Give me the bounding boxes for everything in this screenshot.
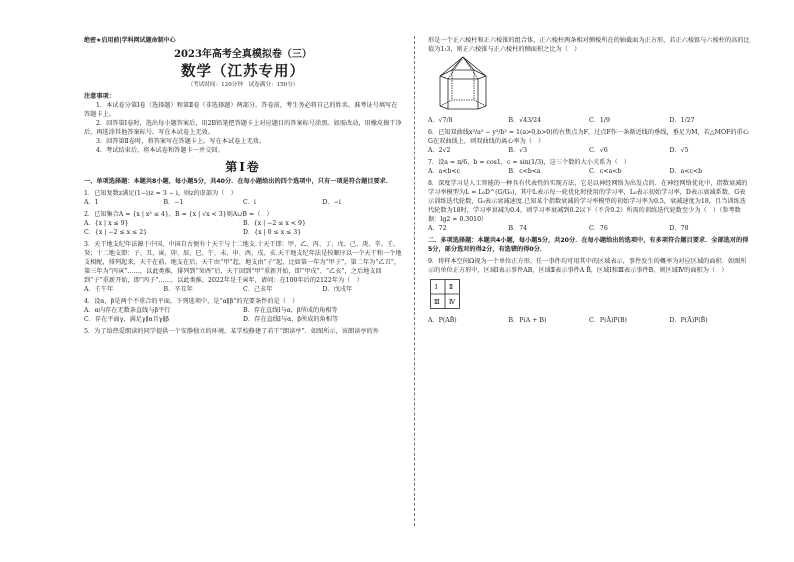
subject-title: 数学（江苏专用） — [181, 63, 305, 80]
option-c[interactable]: C．{x | −2 ≤ x ≤ 2} — [84, 229, 148, 236]
volume-title: 第Ⅰ卷 — [225, 160, 261, 174]
option-a[interactable]: A．P(AB̄) — [428, 317, 457, 324]
option-b[interactable]: B．{x | −2 ≤ x < 9} — [243, 220, 306, 227]
region-label: Ⅲ — [434, 299, 440, 306]
unit-square-figure — [430, 279, 460, 309]
option-c[interactable]: C．1/9 — [589, 117, 610, 124]
option-b[interactable]: B．√3 — [508, 147, 528, 154]
question-2 — [84, 210, 402, 237]
option-a[interactable]: A．2√2 — [428, 147, 451, 154]
answer-options — [428, 146, 750, 155]
option-d[interactable]: D．P(Ā)P(B̄) — [669, 317, 708, 324]
option-c[interactable]: C．√6 — [589, 147, 608, 154]
answer-options — [428, 167, 750, 176]
option-a[interactable]: A．α内存在无数条直线与β平行 — [84, 307, 171, 314]
answer-options — [84, 285, 402, 294]
region-label: Ⅳ — [449, 299, 455, 306]
option-b[interactable]: B．c<b<a — [508, 168, 541, 175]
option-c[interactable]: C．i — [243, 199, 256, 206]
option-a[interactable]: A．{x | x ≤ 9} — [84, 220, 129, 227]
question-1 — [84, 189, 402, 207]
exam-title: 2023年高考全真模拟卷（三） — [174, 49, 312, 60]
option-d[interactable]: D．戊戌年 — [322, 286, 353, 293]
option-c[interactable]: C．存在平面γ，满足γ∥α且γ∥β — [84, 316, 169, 323]
option-a[interactable]: A．72 — [428, 225, 447, 232]
question-stem: 3．天干地支纪年法源于中国，中国自古便有十天干与十二地支.十天干即：甲、乙、丙、丁、戊、己、庚、辛、壬、癸；十二地支即：子、丑、寅、卯、辰、巳、午、未、申、酉、戌、亥.天干地支纪年法是按顺序以一个天干和一个地支相配，排列起来，天干在前，地支在后，天干由“甲”起，地支由“子”起，比如第一年为“甲子”，第二年为“乙丑”，第三年为“丙寅”……，以此类推，排列到“癸酉”后，天干回到“甲”重新开始，即“甲戌”、“乙亥”，之后地支回到“子”重新开始，即“丙子”……，以此类推，2022年是壬寅年，请问：在100年后的2122年为（ ） — [84, 241, 402, 284]
option-c[interactable]: C．P(Ā)P(B) — [589, 317, 627, 324]
question-4 — [84, 297, 402, 324]
note-item: 1．本试卷分第Ⅰ卷（选择题）和第Ⅱ卷（非选择题）两部分。答卷前，考生务必将自己的姓名、准考证号填写在答题卡上。 — [84, 102, 398, 118]
answer-options — [84, 315, 402, 324]
answer-options — [84, 198, 402, 207]
answer-options — [428, 316, 750, 325]
question-stem: 2．已知集合A = {x | x² ≤ 4}，B = {x | √x < 3}则A∪B =（ ） — [84, 211, 273, 218]
note-item: 3．回答第Ⅱ卷时，将答案写在答题卡上。写在本试卷上无效。 — [96, 138, 266, 145]
answer-options — [84, 228, 402, 237]
option-b[interactable]: B．辛丑年 — [163, 286, 193, 293]
question-9 — [428, 257, 750, 325]
answer-options — [84, 219, 402, 228]
answer-options — [84, 306, 402, 315]
question-5-continued: 形是一个正六棱柱和正六棱锥的组合体，正六棱柱两条相对侧棱所在的轴截面为正方形，若正六棱锥与六棱柱的高的比值为1:3，则正六棱锥与正六棱柱的侧面积之比为（ ） — [428, 37, 750, 53]
notes-heading: 注意事项： — [84, 93, 115, 100]
column-divider — [414, 36, 415, 526]
left-column — [84, 36, 402, 336]
option-d[interactable]: D．√5 — [669, 147, 689, 154]
option-d[interactable]: D．78 — [669, 225, 689, 232]
option-d[interactable]: D．a<c<b — [669, 168, 703, 175]
question-5-start: 5．为了给热爱朗读的同学提供一个安静独立的环境，某学校修建了若干“朗读亭”．如图所示，该朗读亭的外 — [84, 328, 379, 335]
option-d[interactable]: D．存在直线l与α，β所成的角相等 — [243, 316, 339, 323]
option-a[interactable]: A．√7/8 — [428, 117, 453, 124]
question-stem: 4．设α，β是两个不重合的平面，下列选项中，是“α∥β”的充要条件的是（ ） — [84, 298, 299, 305]
question-stem: 1．已知复数z满足(1−i)z = 3 − i，则z的虚部为（ ） — [84, 190, 237, 197]
answer-options — [428, 224, 750, 233]
question-stem: 7．设a = π/6，b = cos1，c = sin(1/3)，这三个数的大小关系为（ ） — [428, 159, 631, 166]
question-8 — [428, 179, 750, 233]
region-label: Ⅰ — [435, 284, 438, 291]
section-heading: 二、多项选择题：本题共4小题，每小题5分，共20分．在每小题给出的选项中，有多项符合题目要求．全部选对的得5分，部分选对的得2分，有选错的得0分． — [428, 237, 749, 253]
note-item: 4．考试结束后，将本试卷和答题卡一并交回。 — [96, 147, 224, 154]
question-stem: 6．已知双曲线x²/a² − y²/b² = 1(a>0,b>0)的右焦点为F，过点F作一条渐近线的垂线，垂足为M，若△MOF的重心G在双曲线上，则双曲线的离心率为（ ） — [428, 129, 749, 145]
question-7 — [428, 158, 750, 176]
answer-options — [428, 116, 750, 125]
option-b[interactable]: B．存在直线l与α，β所成的角相等 — [243, 307, 338, 314]
option-b[interactable]: B．√43/24 — [508, 117, 542, 124]
option-b[interactable]: B．74 — [508, 225, 528, 232]
option-b[interactable]: B．−1 — [163, 199, 184, 206]
right-column — [428, 36, 750, 325]
option-c[interactable]: C．76 — [589, 225, 608, 232]
region-label: Ⅱ — [449, 284, 454, 291]
secret-label: 绝密★启用前|学科网试题命制中心 — [84, 37, 176, 44]
prism-pyramid-figure — [434, 54, 492, 116]
reading-pavilion-figure — [428, 54, 750, 116]
question-3 — [84, 240, 402, 294]
option-c[interactable]: C．己亥年 — [243, 286, 273, 293]
option-a[interactable]: A．1 — [84, 199, 99, 206]
note-item: 2．回答第Ⅰ卷时，选出每小题答案后，用2B铅笔把答题卡上对应题目的答案标号涂黑。如需改动，用橡皮擦干净后，再选涂其他答案标号。写在本试卷上无效。 — [84, 120, 402, 136]
option-d[interactable]: D．{x | 0 ≤ x ≤ 3} — [243, 229, 302, 236]
option-a[interactable]: A．a<b<c — [428, 168, 461, 175]
option-d[interactable]: D．1/27 — [669, 117, 695, 124]
option-c[interactable]: C．c<a<b — [589, 168, 622, 175]
section-heading: 一、单项选择题：本题共8小题，每小题5分，共40分．在每小题给出的四个选项中，只有一项是符合题目要求． — [84, 178, 393, 185]
option-b[interactable]: B．P(A + B) — [508, 317, 547, 324]
question-stem: 9．将样本空间Ω视为一个单位正方形，任一事件均可用其中的区域表示，事件发生的概率为对应区域的面积．如图所示的单位正方形中，区域Ⅰ表示事件AB，区域Ⅱ表示事件A B̄，区域Ⅰ和Ⅲ表示事件B，则区域Ⅳ的面积为（ ） — [428, 258, 747, 274]
question-6 — [428, 128, 750, 155]
option-d[interactable]: D．−i — [322, 199, 341, 206]
question-stem: 8．深度学习是人工智能的一种具有代表性的实现方法，它是以神经网络为出发点的．在神经网络优化中，指数衰减的学习率模型为L = L₀D^(G/G₀)，其中L表示每一轮优化时使用的学习率，L₀表示初始学习率，D表示衰减系数，G表示训练迭代轮数，G₀表示衰减速度.已知某个指数衰减的学习率模型的初始学习率为0.5，衰减速度为18，且当训练迭代轮数为18时，学习率衰减为0.4，则学习率衰减到0.2以下（不含0.2）所需的训练迭代轮数至少为（ ）（参考数据：lg2 ≈ 0.3010） — [428, 180, 748, 223]
exam-info: （考试时间：120分钟 试卷满分：150分） — [187, 82, 299, 88]
option-a[interactable]: A．壬午年 — [84, 286, 114, 293]
